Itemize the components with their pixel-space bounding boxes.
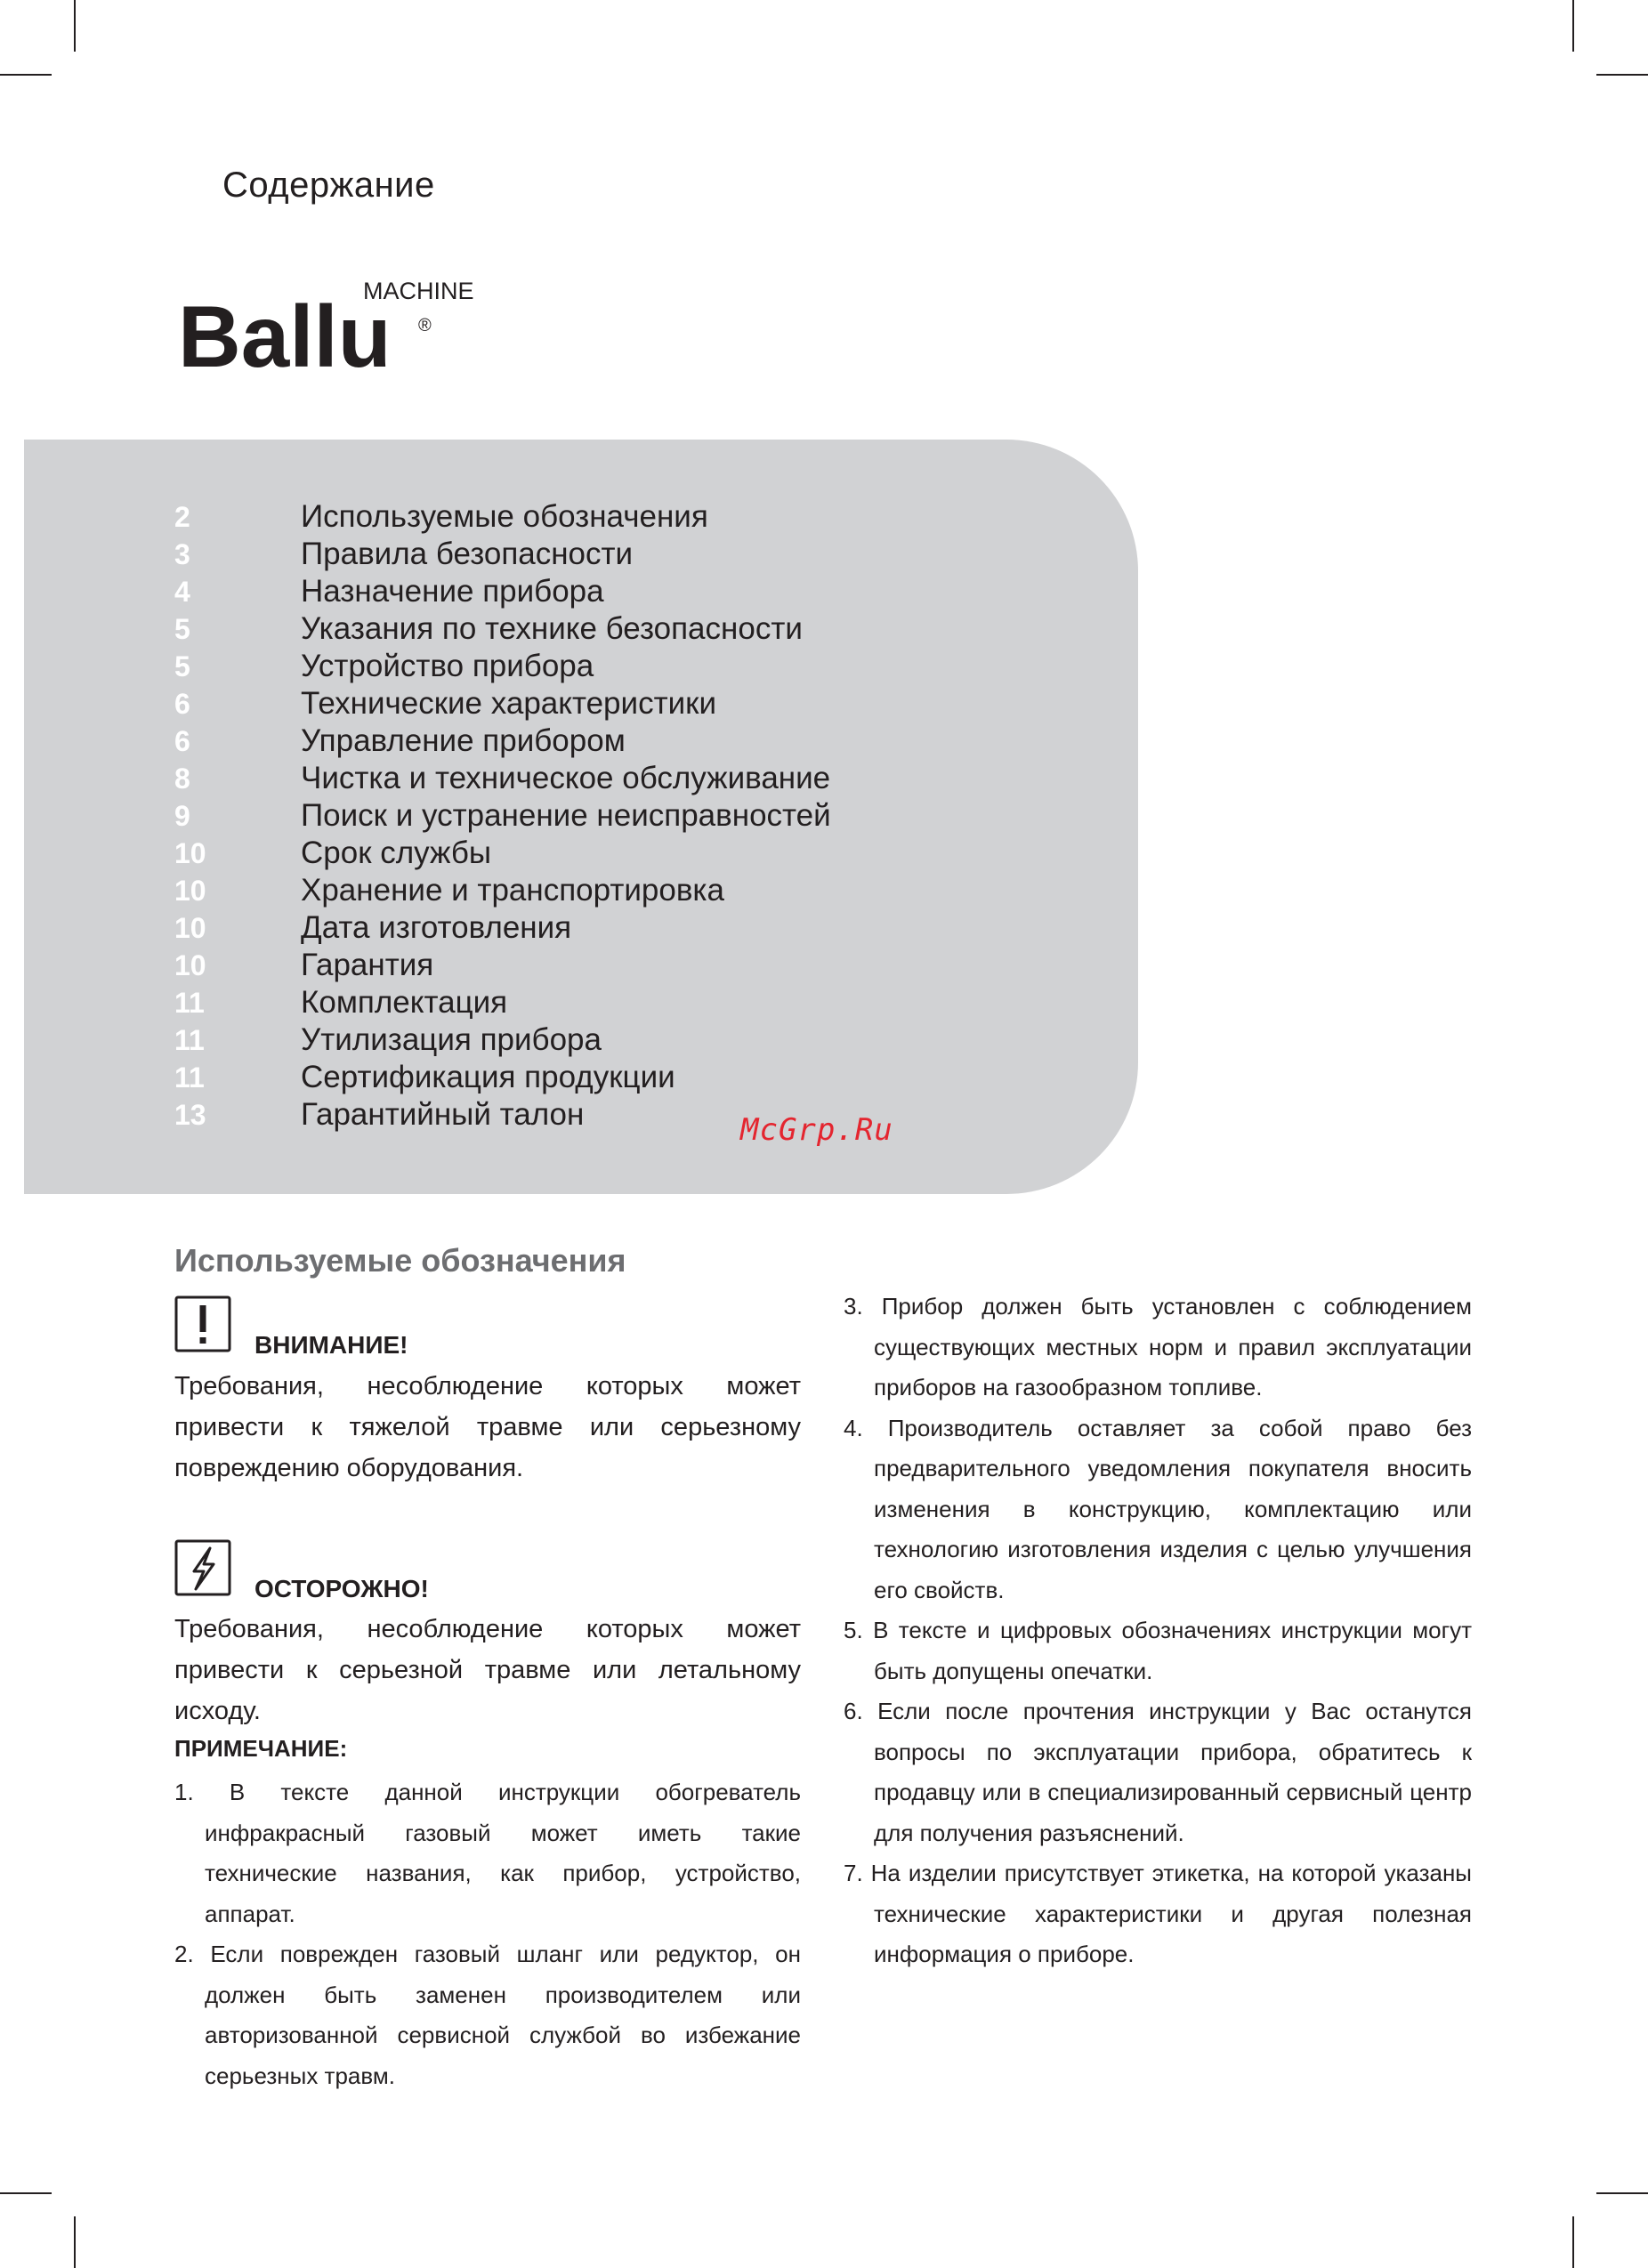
note-item: 4. Производитель оставляет за собой право без предварительного уведомления покупателя вносить изменения в конструкцию, комплектацию или технологию изготовления изделия с целью улучшения его свойств. xyxy=(844,1414,1472,1603)
toc-item xyxy=(174,610,831,648)
toc-item xyxy=(174,722,831,760)
ballu-logo xyxy=(178,274,498,381)
note-item: 1. В тексте данной инструкции обогреватель инфракрасный газовый может иметь такие технические названия, как прибор, устройство, аппарат. xyxy=(174,1779,801,1927)
toc-label: Гарантийный талон xyxy=(301,1097,585,1132)
toc-page-number: 6 xyxy=(174,724,190,757)
watermark: McGrp.Ru xyxy=(740,1112,893,1148)
toc-item xyxy=(174,1021,831,1059)
toc-label: Сертификация продукции xyxy=(301,1060,675,1094)
crop-mark xyxy=(1596,2192,1648,2194)
toc-page-number: 11 xyxy=(174,1023,205,1056)
attention-heading: ВНИМАНИЕ! xyxy=(254,1331,408,1359)
exclamation-box-icon xyxy=(174,1295,231,1352)
toc-label: Используемые обозначения xyxy=(301,499,708,534)
toc-label: Правила безопасности xyxy=(301,537,634,571)
crop-mark xyxy=(0,2192,52,2194)
toc-label: Дата изготовления xyxy=(301,910,572,945)
toc-page-number: 9 xyxy=(174,799,190,832)
toc-item xyxy=(174,1059,831,1096)
notes-list-left xyxy=(174,1772,801,2096)
toc-page-number: 11 xyxy=(174,1061,205,1094)
lightning-box-icon xyxy=(174,1539,231,1596)
note-item: 6. Если после прочтения инструкции у Вас останутся вопросы по эксплуатации прибора, обратитесь к продавцу или в специализированный сервисный центр для получения разъяснений. xyxy=(844,1698,1472,1846)
toc-label: Назначение прибора xyxy=(301,574,604,609)
toc-item xyxy=(174,797,831,835)
toc-page-number: 13 xyxy=(174,1098,206,1131)
toc-item xyxy=(174,1096,831,1134)
registered-mark: ® xyxy=(418,316,432,335)
note-item: 2. Если поврежден газовый шланг или редуктор, он должен быть заменен производителем или авторизованной сервисной службой во избежание серьезных травм. xyxy=(174,1941,801,2089)
crop-mark xyxy=(0,74,52,76)
toc-item xyxy=(174,498,831,536)
toc-page-number: 4 xyxy=(174,575,190,608)
toc-page-number: 3 xyxy=(174,537,190,570)
toc-label: Срок службы xyxy=(301,835,492,870)
toc-item xyxy=(174,835,831,872)
toc-page-number: 5 xyxy=(174,650,190,682)
logo-subtitle: MACHINE xyxy=(363,278,474,304)
toc-label: Хранение и транспортировка xyxy=(301,873,724,908)
caution-heading: ОСТОРОЖНО! xyxy=(254,1575,429,1602)
toc-label: Управление прибором xyxy=(301,723,626,758)
toc-page-number: 11 xyxy=(174,986,205,1019)
crop-mark xyxy=(74,0,76,52)
toc-item xyxy=(174,947,831,984)
crop-mark xyxy=(1596,74,1648,76)
note-item: 5. В тексте и цифровых обозначениях инструкции могут быть допущены опечатки. xyxy=(844,1617,1472,1684)
section-heading: Используемые обозначения xyxy=(174,1242,626,1279)
logo-wordmark: Ballu xyxy=(178,287,392,381)
note-heading: ПРИМЕЧАНИЕ: xyxy=(174,1735,348,1762)
toc-label: Поиск и устранение неисправностей xyxy=(301,798,831,833)
crop-mark xyxy=(1572,0,1574,52)
toc-item xyxy=(174,872,831,909)
crop-mark xyxy=(74,2216,76,2268)
toc-label: Технические характеристики xyxy=(301,686,717,721)
toc-page-number: 8 xyxy=(174,762,190,795)
toc-item xyxy=(174,573,831,610)
crop-mark xyxy=(1572,2216,1574,2268)
toc-page-number: 10 xyxy=(174,874,206,907)
toc-page-number: 2 xyxy=(174,500,190,533)
toc-label: Гарантия xyxy=(301,948,434,982)
toc-item xyxy=(174,760,831,797)
table-of-contents xyxy=(174,498,831,1134)
toc-item xyxy=(174,648,831,685)
toc-page-number: 10 xyxy=(174,948,206,981)
page-title: Содержание xyxy=(222,165,435,205)
toc-page-number: 5 xyxy=(174,612,190,645)
toc-label: Комплектация xyxy=(301,985,508,1020)
toc-label: Чистка и техническое обслуживание xyxy=(301,761,831,795)
toc-item xyxy=(174,984,831,1021)
toc-page-number: 10 xyxy=(174,836,206,869)
toc-page-number: 10 xyxy=(174,911,206,944)
toc-label: Утилизация прибора xyxy=(301,1022,602,1057)
toc-page-number: 6 xyxy=(174,687,190,720)
note-item: 3. Прибор должен быть установлен с соблюдением существующих местных норм и правил эксплуатации приборов на газообразном топливе. xyxy=(844,1293,1472,1400)
notes-list-right xyxy=(844,1287,1472,1975)
toc-item xyxy=(174,685,831,722)
toc-label: Устройство прибора xyxy=(301,649,594,683)
toc-item xyxy=(174,909,831,947)
toc-item xyxy=(174,536,831,573)
caution-text: Требования, несоблюдение которых может привести к серьезной травме или летальному исходу. xyxy=(174,1615,801,1725)
toc-label: Указания по технике безопасности xyxy=(301,611,803,646)
attention-text: Требования, несоблюдение которых может привести к тяжелой травме или серьезному повреждению оборудования. xyxy=(174,1372,801,1482)
note-item: 7. На изделии присутствует этикетка, на которой указаны технические характеристики и другая полезная информация о приборе. xyxy=(844,1860,1472,1967)
